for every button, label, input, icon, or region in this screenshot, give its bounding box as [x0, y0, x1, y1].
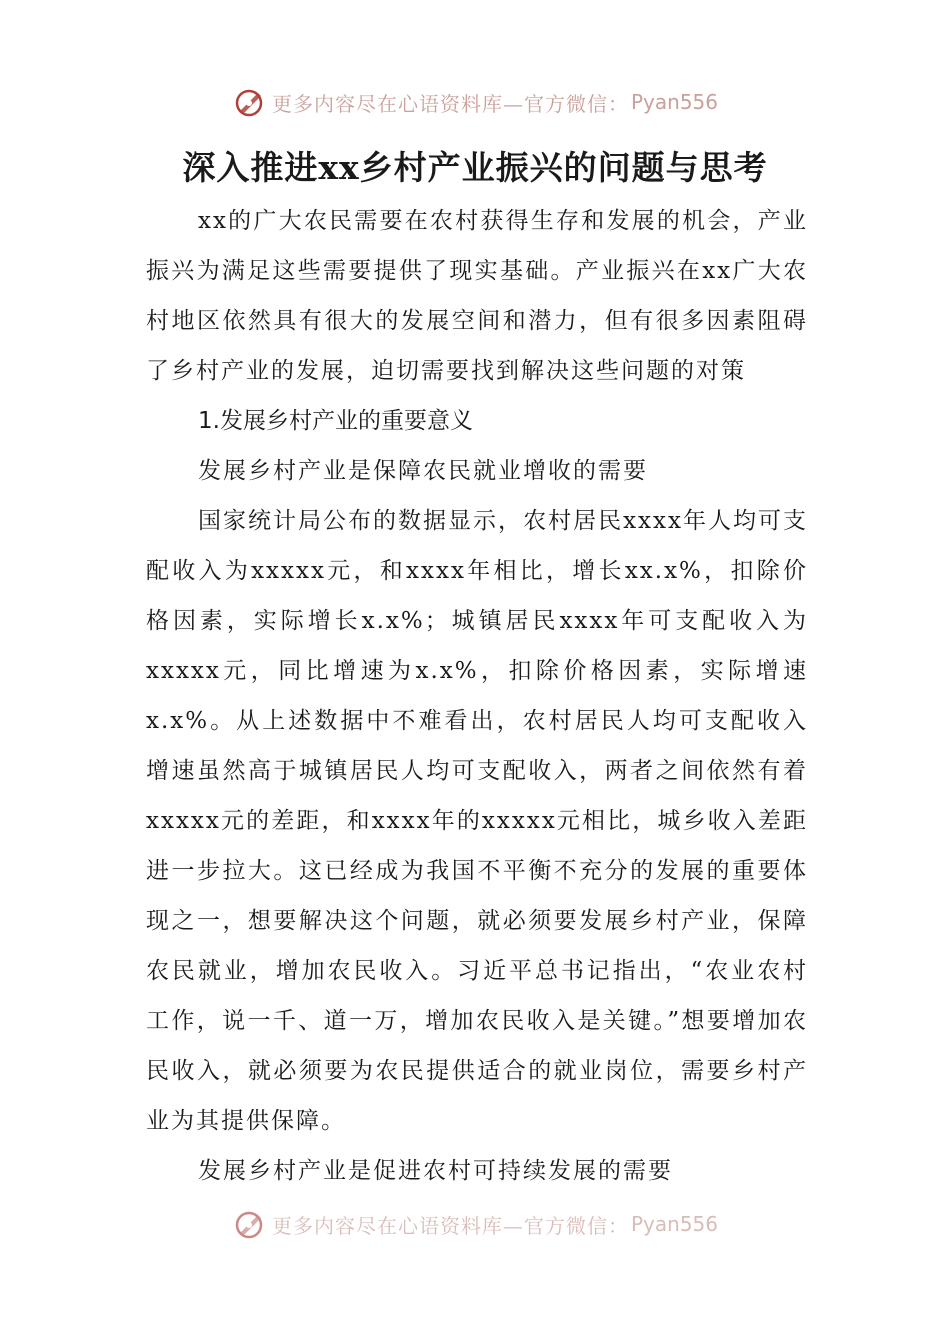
- section-heading: 1.发展乡村产业的重要意义: [198, 408, 473, 434]
- subheading-employment: 发展乡村产业是保障农民就业增收的需要: [198, 458, 648, 484]
- header-watermark: [0, 82, 950, 122]
- watermark-wechat-id: Pyan556: [630, 1212, 718, 1236]
- intro-paragraph: xx的广大农民需要在农村获得生存和发展的机会，产业振兴为满足这些需要提供了现实基础。产业振兴在xx广大农村地区依然具有很大的发展空间和潜力，但有很多因素阻碍了乡村产业的发展，迫切需要找到解决这些问题的对策: [146, 208, 808, 384]
- statistics-paragraph: 国家统计局公布的数据显示，农村居民xxxx年人均可支配收入为xxxxx元，和xxxx年相比，增长xx.x%，扣除价格因素，实际增长x.x%；城镇居民xxxx年可支配收入为xxxxx元，同比增速为x.x%，扣除价格因素，实际增速x.x%。从上述数据中不难看出，农村居民人均可支配收入增速虽然高于城镇居民人均可支配收入，两者之间依然有着xxxxx元的差距，和xxxx年的xxxxx元相比，城乡收入差距进一步拉大。这已经成为我国不平衡不充分的发展的重要体现之一，想要解决这个问题，就必须要发展乡村产业，保障农民就业，增加农民收入。习近平总书记指出，“农业农村工作，说一千、道一万，增加农民收入是关键。”想要增加农民收入，就必须要为农民提供适合的就业岗位，需要乡村产业为其提供保障。: [146, 508, 808, 1134]
- document-title: 深入推进xx乡村产业振兴的问题与思考: [182, 148, 768, 187]
- pen-circle-logo-icon: [232, 85, 266, 119]
- watermark-text: 更多内容尽在心语资料库—官方微信：: [271, 91, 629, 116]
- watermark-wechat-id: Pyan556: [630, 90, 718, 114]
- footer-watermark: [0, 1204, 950, 1244]
- pen-circle-logo-icon: [232, 1207, 266, 1241]
- subheading-sustainability: 发展乡村产业是促进农村可持续发展的需要: [198, 1158, 673, 1184]
- document-body: [146, 196, 808, 1196]
- watermark-text: 更多内容尽在心语资料库—官方微信：: [271, 1213, 629, 1238]
